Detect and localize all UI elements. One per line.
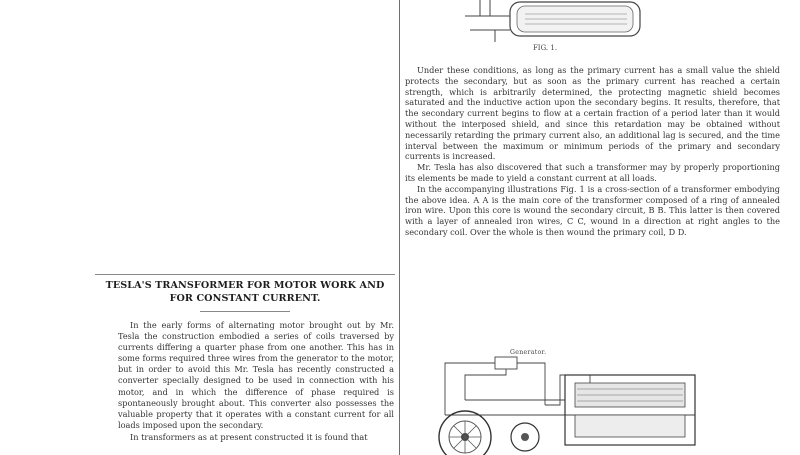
right-paragraph-2: Mr. Tesla has also discovered that such a transformer may by properly proportioning its elements be made to yield a constant current at all loads.: [405, 162, 780, 183]
right-article-body: [405, 65, 780, 238]
right-paragraph-3: In the accompanying illustrations Fig. 1 is a cross-section of a transformer embodying the above idea. A A is the main core of the transformer composed of a ring of annealed iron wire. Upon this core is wound the secondary circuit, B B. This latter is then covered with a layer of annealed iron wires, C C, wound in a direction at right angles to the secondary coil. Over the whole is then wound the primary coil, D D.: [405, 183, 780, 237]
column-divider: [399, 0, 400, 455]
right-paragraph-1: Under these conditions, as long as the primary current has a small value the shield protects the secondary, but as soon as the primary current has reached a certain strength, which is arbitrarily determined, the protecting magnetic shield becomes saturated and the inductive action upon the secondary begins. It results, therefore, that the secondary current begins to flow at a certain fraction of a period later than it would without the interposed shield, and since this retardation may be obtained without necessarily retarding the primary current also, an additional lag is secured, and the time interval between the maximum or minimum periods of the primary and secondary currents is increased.: [405, 65, 780, 162]
title-rule-bottom: [200, 311, 290, 312]
figure-1-caption: FIG. 1.: [532, 44, 558, 52]
article-title-line1: TESLA'S TRANSFORMER FOR MOTOR WORK AND: [105, 280, 385, 291]
figure-2-illustration: [405, 345, 705, 455]
article-title: [95, 279, 395, 305]
left-paragraph-1: In the early forms of alternating motor brought out by Mr. Tesla the construction embodied a series of coils traversed by currents differing a quarter phase from one another. This has in some forms required three wires from the generator to the motor, but in order to avoid this Mr. Tesla has recently constructed a converter specially designed to be used in connection with his motor, and in which the difference of phase required is spontaneously brought about. This converter also possesses the valuable property that it operates with a constant current for all loads imposed upon the secondary.: [118, 320, 394, 430]
title-rule-top: [95, 274, 395, 275]
article-title-line2: FOR CONSTANT CURRENT.: [169, 293, 321, 304]
left-article-body: [118, 320, 394, 443]
left-paragraph-2: In transformers as at present constructed it is found that: [130, 431, 368, 442]
figure-1-illustration: [455, 0, 655, 45]
figure-2-generator-label: Generator.: [510, 349, 547, 356]
